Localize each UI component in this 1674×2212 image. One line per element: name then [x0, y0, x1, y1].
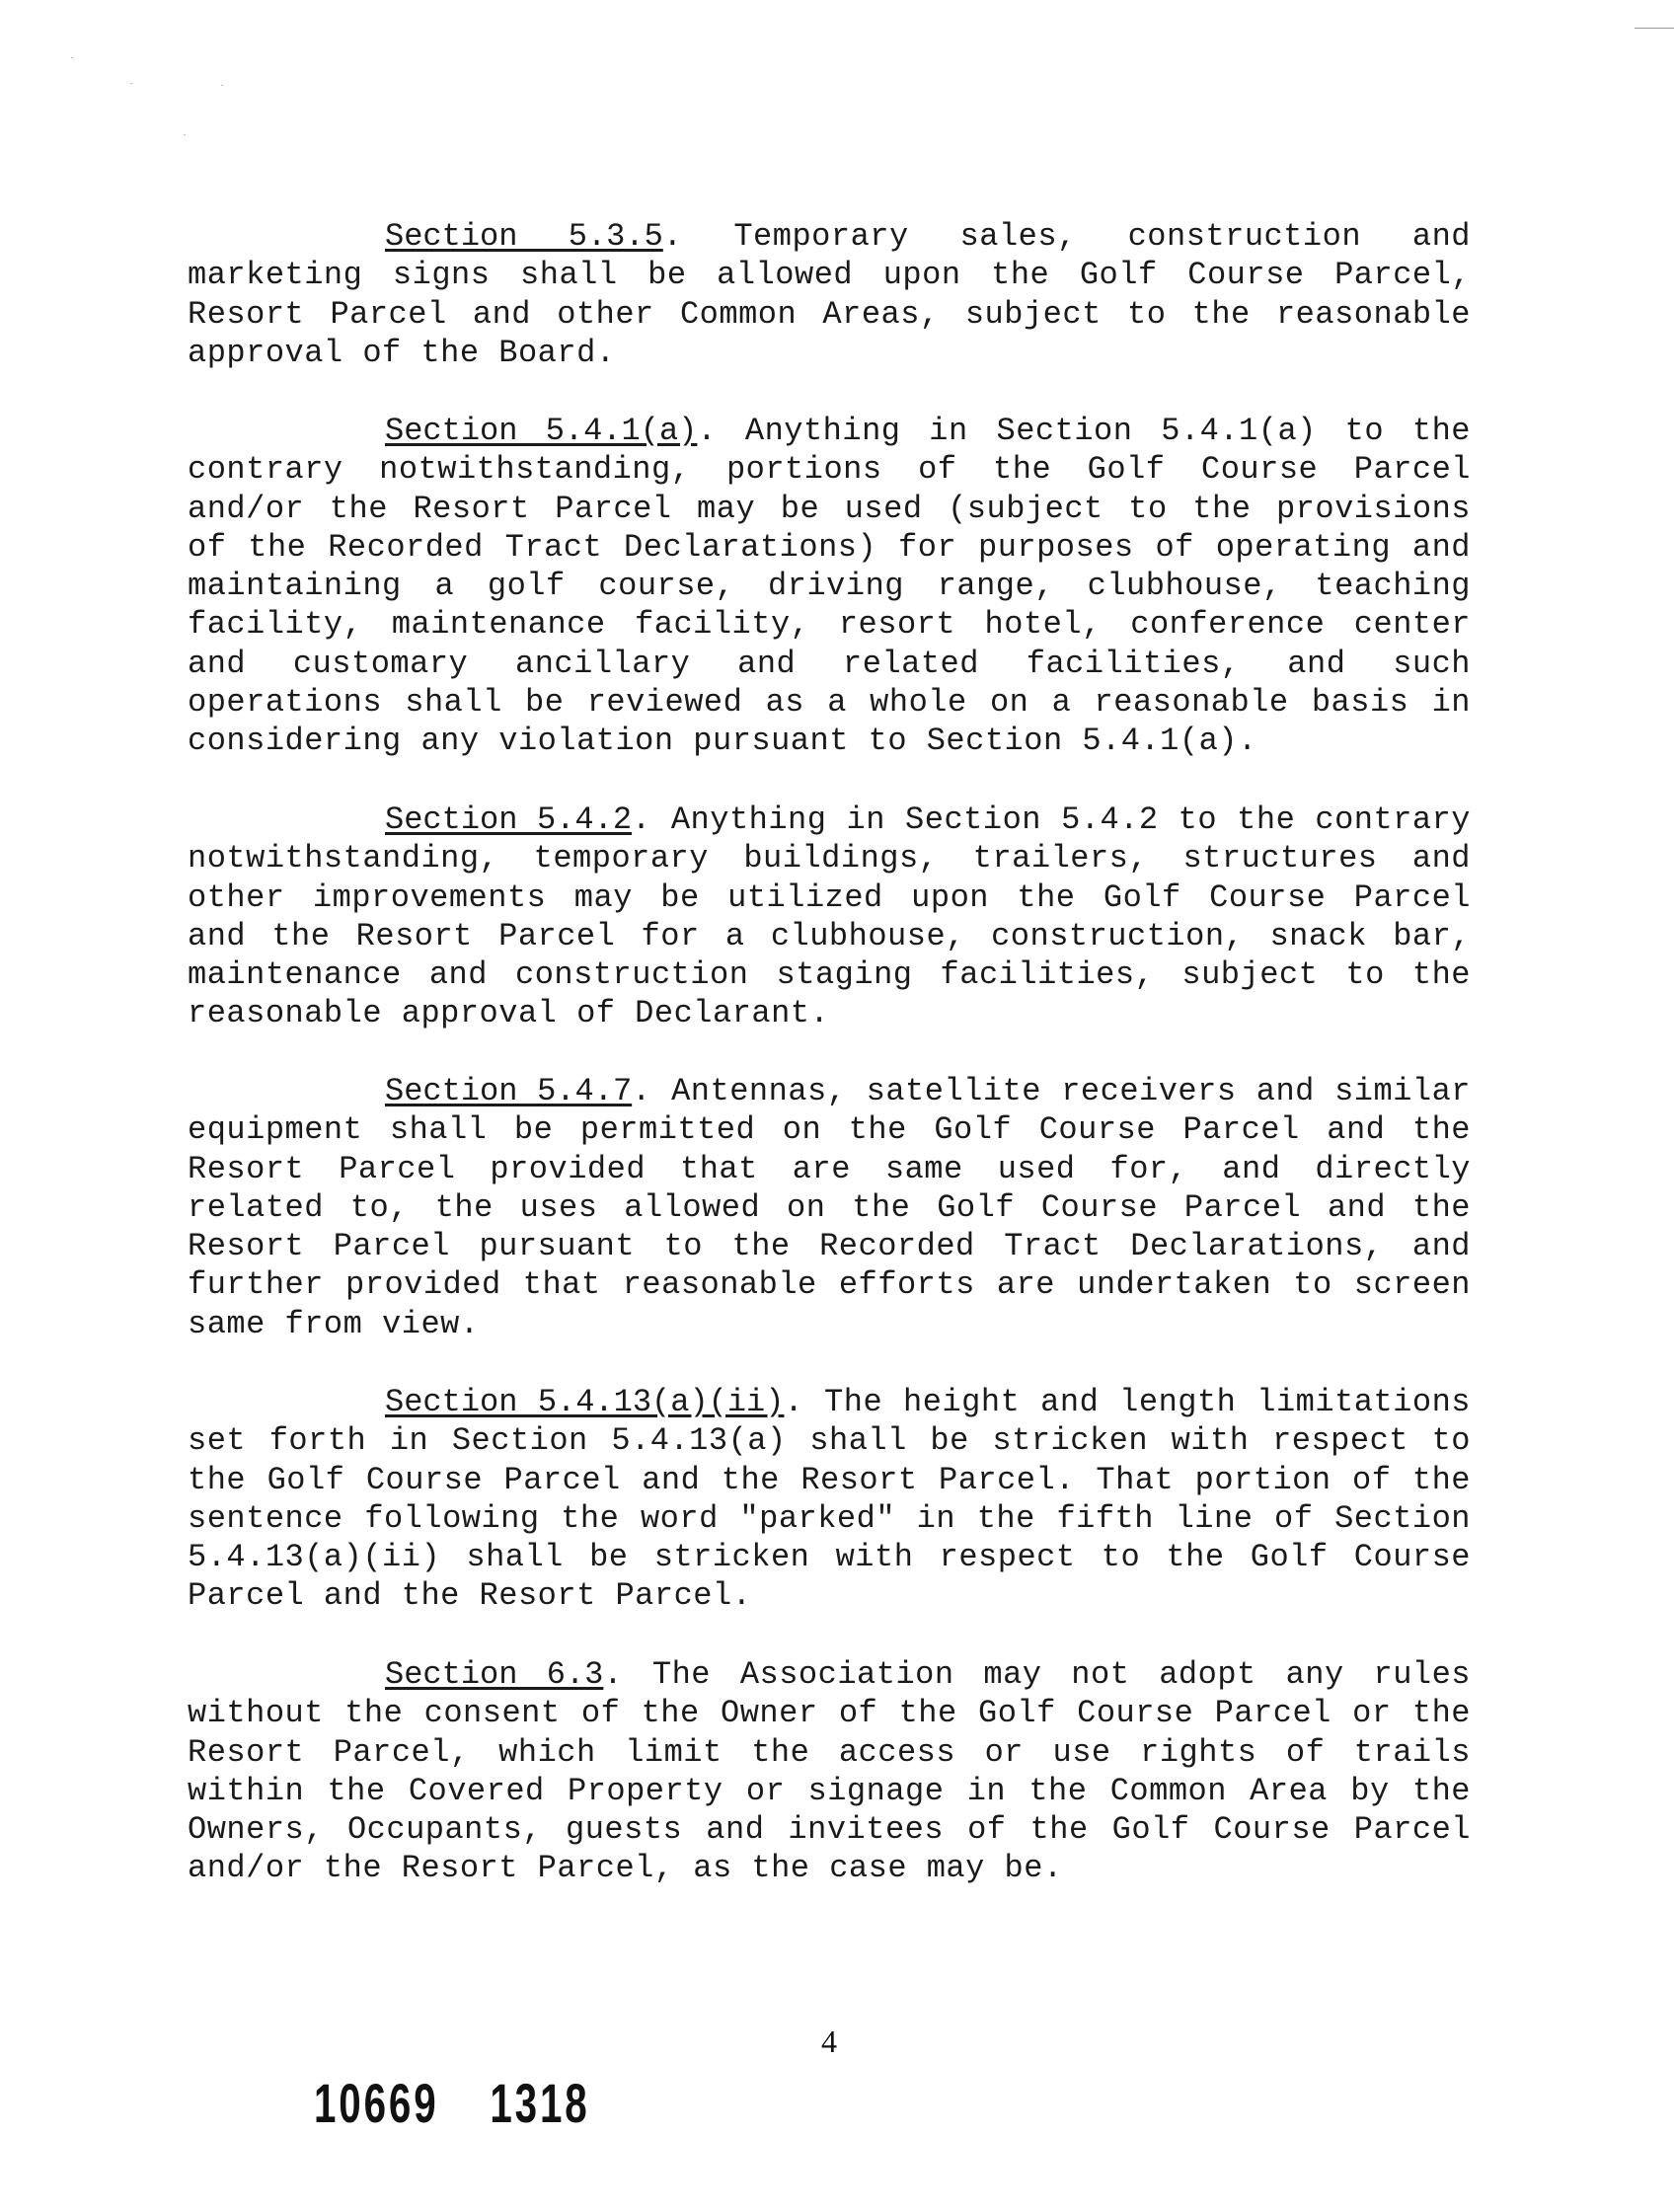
section-body: . Antennas, satellite receivers and similar equipment shall be permitted on the Golf Course Parcel and the Resort Parcel provided that are same used for, and directly related to, the uses allowed on the Golf Course Parcel and the Resort Parcel pursuant to the Recorded Tract Declarations, and further provided that reasonable efforts are undertaken to screen same from view.	[188, 1073, 1472, 1342]
section-heading: Section 5.4.2	[385, 801, 633, 838]
section-heading: Section 6.3	[385, 1656, 604, 1693]
section-body: . Anything in Section 5.4.1(a) to the contrary notwithstanding, portions of the Golf Course Parcel and/or the Resort Parcel may be used (subject to the provisions of the Recorded Tract Declarations) for purposes of operating and maintaining a golf course, driving range, clubhouse, teaching facility, maintenance facility, resort hotel, conference center and customary ancillary and related facilities, and such operations shall be reviewed as a whole on a reasonable basis in considering any violation pursuant to Section 5.4.1(a).	[188, 413, 1472, 760]
section-heading: Section 5.3.5	[385, 218, 663, 255]
section-body: . Anything in Section 5.4.2 to the contrary notwithstanding, temporary buildings, trailers, structures and other improvements may be utilized upon the Golf Course Parcel and the Resort Parcel for a clubhouse, construction, snack bar, maintenance and construction staging facilities, subject to the reasonable approval of Declarant.	[188, 801, 1471, 1032]
section-body: . The Association may not adopt any rules without the consent of the Owner of the Golf Course Parcel or the Resort Parcel, which limit the access or use rights of trails within the Covered Property or signage in the Common Area by the Owners, Occupants, guests and invitees of the Golf Course Parcel and/or the Resort Parcel, as the case may be.	[188, 1656, 1472, 1887]
section-heading: Section 5.4.1(a)	[385, 413, 698, 449]
scan-speck	[71, 57, 73, 58]
recording-stamp	[314, 2071, 641, 2135]
section-body: . The height and length limitations set forth in Section 5.4.13(a) shall be stricken with respect to the Golf Course Parcel and the Resort Parcel. That portion of the sentence following the word "parked" in the fifth line of Section 5.4.13(a)(ii) shall be stricken with respect to the Golf Course Parcel and the Resort Parcel.	[188, 1384, 1471, 1615]
section-6-3-paragraph	[188, 1655, 1471, 1888]
section-5-4-7-paragraph	[188, 1072, 1471, 1343]
section-heading: Section 5.4.13(a)(ii)	[385, 1384, 785, 1420]
section-5-4-1a-paragraph	[188, 412, 1471, 761]
section-body: . Temporary sales, construction and marketing signs shall be allowed upon the Golf Course Parcel, Resort Parcel and other Common Areas, subject to the reasonable approval of the Board.	[188, 218, 1472, 371]
scan-speck	[221, 85, 223, 86]
section-heading: Section 5.4.7	[385, 1073, 633, 1109]
scan-edge-mark	[1635, 28, 1674, 29]
section-5-4-2-paragraph	[188, 801, 1471, 1033]
section-5-4-13-paragraph	[188, 1383, 1471, 1616]
scan-speck	[184, 134, 186, 135]
scan-speck	[130, 83, 132, 84]
page-number: 4	[821, 2023, 837, 2059]
stamp-page-number: 1318	[490, 2072, 590, 2134]
section-5-3-5-paragraph	[188, 217, 1471, 372]
stamp-book-number: 10669	[314, 2072, 439, 2134]
